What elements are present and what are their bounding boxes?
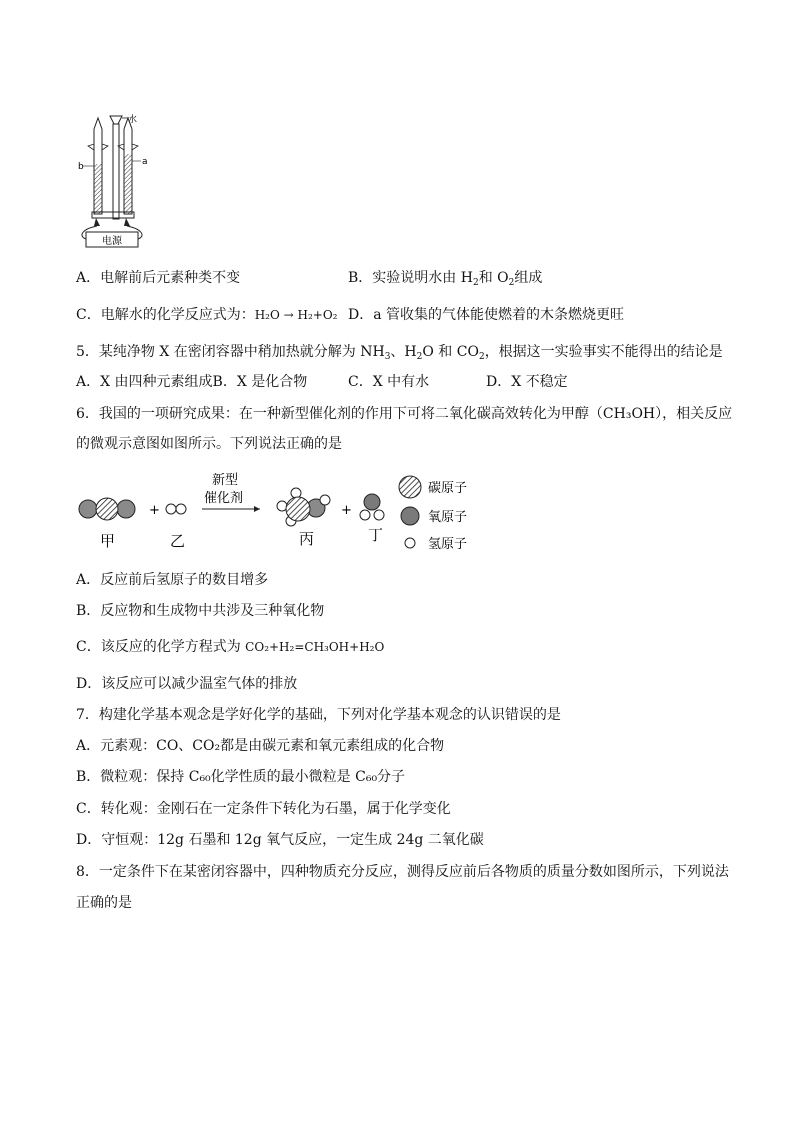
q5-option-d: D．X 不稳定 xyxy=(486,374,568,390)
q7-option-b: B．微粒观：保持 C₆₀化学性质的最小微粒是 C₆₀分子 xyxy=(76,769,406,785)
q5-stem-mid1: 、H xyxy=(390,344,417,360)
q4-option-c-formula: H₂O → H₂+O₂ xyxy=(254,308,338,322)
q5-stem-post: ，根据这一实验事实不能得出的结论是 xyxy=(484,344,723,360)
catalyst-label-line1: 新型 xyxy=(212,473,239,488)
q4-option-b-post: 组成 xyxy=(514,270,543,286)
legend-carbon-label: 碳原子 xyxy=(428,481,468,496)
q8-stem-line1: 8．一定条件下在某密闭容器中，四种物质充分反应，测得反应前后各物质的质量分数如图所示，下列说法 xyxy=(76,864,729,880)
molecule-ding xyxy=(360,494,384,520)
power-supply-label: 电源 xyxy=(102,236,122,247)
q7-stem: 7．构建化学基本观念是学好化学的基础，下列对化学基本观念的认识错误的是 xyxy=(76,707,561,723)
q6-option-d: D．该反应可以减少温室气体的排放 xyxy=(76,676,298,692)
q4-option-c-text: C．电解水的化学反应式为： xyxy=(76,307,255,323)
q6-option-a: A．反应前后氢原子的数目增多 xyxy=(76,572,269,588)
q5-stem-mid2: O 和 CO xyxy=(422,344,479,360)
q7-option-d: D．守恒观：12g 石墨和 12g 氧气反应，一定生成 24g 二氧化碳 xyxy=(76,832,484,848)
legend-oxygen-icon xyxy=(401,507,419,525)
molecule-yi xyxy=(166,504,186,514)
q5-option-c: C．X 中有水 xyxy=(348,374,430,390)
legend-hydrogen-label: 氢原子 xyxy=(428,537,468,552)
label-bing: 丙 xyxy=(299,530,315,548)
molecule-bing xyxy=(277,488,330,526)
plus-sign-2: + xyxy=(341,503,352,518)
q7-option-c: C．转化观：金刚石在一定条件下转化为石墨，属于化学变化 xyxy=(76,801,451,817)
q4-option-b-text: B．实验说明水由 H xyxy=(348,270,473,286)
reaction-micro-diagram xyxy=(70,462,490,562)
q4-option-c xyxy=(76,305,338,325)
electrolysis-apparatus-figure xyxy=(72,104,152,249)
q6-option-c xyxy=(76,637,384,657)
catalyst-label-line2: 催化剂 xyxy=(204,491,244,506)
q5-stem: 5．某纯净物 X 在密闭容器中稍加热就分解为 $NH_3$、$H_2O$ 和 $CO_2$，根据这一实验事实不能得出的结论是 xyxy=(76,344,723,362)
legend-carbon-icon xyxy=(399,476,421,498)
q4-option-a: A．电解前后元素种类不变 xyxy=(76,270,241,286)
q8-stem-line2: 正确的是 xyxy=(76,895,132,911)
q4-option-d: D．a 管收集的气体能使燃着的木条燃烧更旺 xyxy=(348,307,625,323)
q6-stem-line2: 的微观示意图如图所示。下列说法正确的是 xyxy=(76,436,342,452)
q4-option-b: B．实验说明水由 $H_2$和 $O_2$组成 xyxy=(348,270,543,288)
tube-b-label: b xyxy=(78,162,84,172)
label-jia: 甲 xyxy=(100,532,116,550)
label-ding: 丁 xyxy=(368,526,384,544)
q6-option-c-formula: CO₂+H₂=CH₃OH+H₂O xyxy=(245,640,385,654)
legend-oxygen-label: 氧原子 xyxy=(428,510,468,525)
tube-a-label: a xyxy=(142,157,148,167)
q5-stem-pre: 5．某纯净物 X 在密闭容器中稍加热就分解为 NH xyxy=(76,344,385,360)
q6-option-c-text: C．该反应的化学方程式为 xyxy=(76,639,246,655)
q6-stem-line1: 6．我国的一项研究成果：在一种新型催化剂的作用下可将二氧化碳高效转化为甲醇（CH₃OH），相关反应 xyxy=(76,406,733,422)
water-label: 水 xyxy=(128,115,138,125)
q5-options-ab: A．X 由四种元素组成B．X 是化合物 xyxy=(76,374,308,390)
plus-sign-1: + xyxy=(149,503,160,518)
legend-hydrogen-icon xyxy=(405,538,415,548)
q7-option-a: A．元素观：CO、CO₂都是由碳元素和氧元素组成的化合物 xyxy=(76,738,445,754)
q6-option-b: B．反应物和生成物中共涉及三种氧化物 xyxy=(76,603,325,619)
q4-option-b-mid: 和 O xyxy=(478,270,509,286)
label-yi: 乙 xyxy=(170,532,186,550)
molecule-jia xyxy=(79,498,135,520)
